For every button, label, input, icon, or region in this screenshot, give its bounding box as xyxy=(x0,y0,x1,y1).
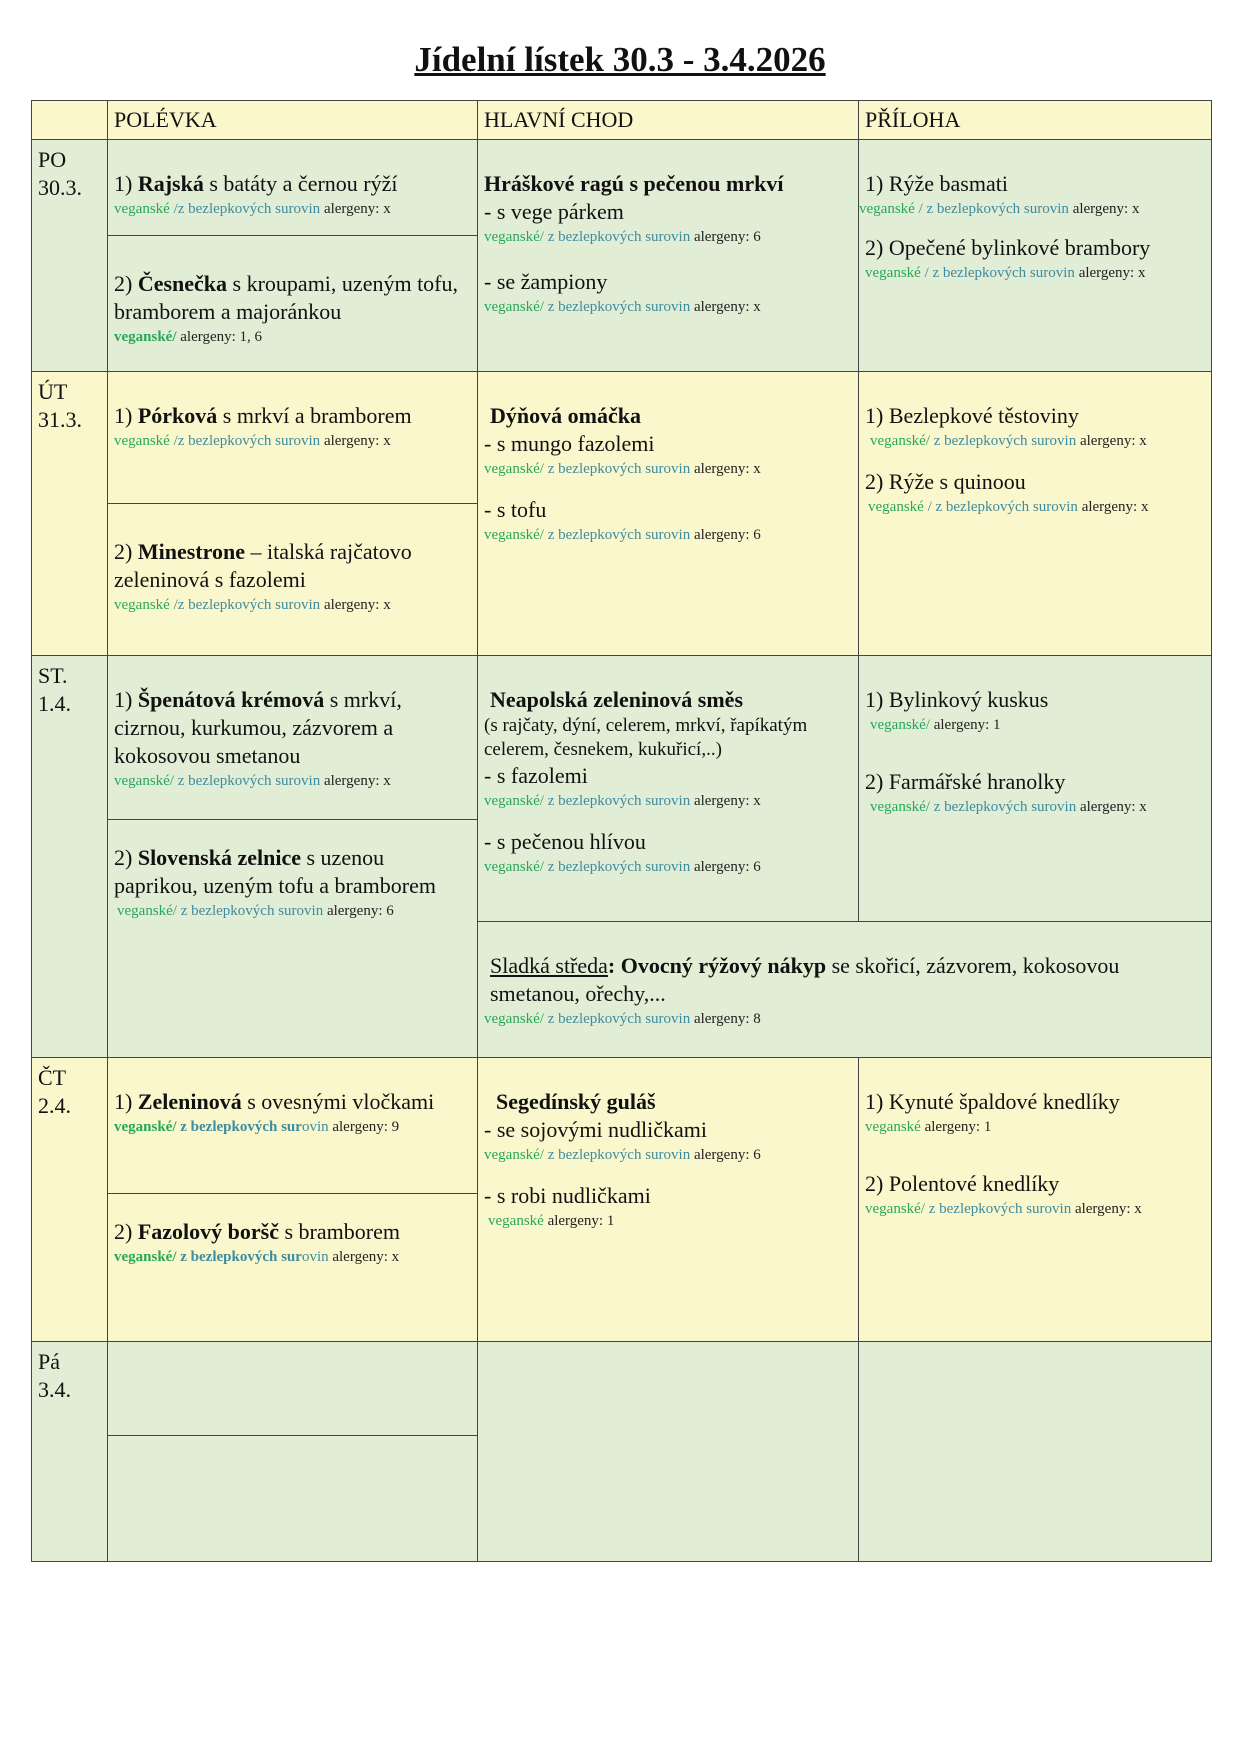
side-item: 2) Polentové knedlíky xyxy=(865,1171,1060,1196)
main-detail: (s rajčaty, dýní, celerem, mrkví, řapíkatým celerem, česnekem, kukuřicí,..) xyxy=(484,715,808,760)
main-variant: - s mungo fazolemi xyxy=(484,431,655,456)
side-note: veganské/ z bezlepkových surovin alergeny: x xyxy=(870,433,1147,449)
main-title: Dýňová omáčka xyxy=(490,403,641,428)
day-name: PO xyxy=(38,147,67,172)
day-date: 31.3. xyxy=(38,407,82,432)
side-item: 2) Rýže s quinoou xyxy=(865,469,1026,494)
main-cell-empty xyxy=(478,1342,859,1562)
main-note: veganské/ z bezlepkových surovin alergeny: 6 xyxy=(484,229,761,245)
side-cell-empty xyxy=(859,1342,1212,1562)
soup-title: 2) Slovenská zelnice s uzenou paprikou, uzeným tofu a bramborem xyxy=(114,845,436,898)
sweet-title: Sladká středa: Ovocný rýžový nákyp se skořicí, zázvorem, kokosovou smetanou, ořechy,... xyxy=(490,953,1120,1006)
main-cell xyxy=(478,1058,859,1342)
header-main: HLAVNÍ CHOD xyxy=(478,101,859,140)
side-cell xyxy=(859,140,1212,372)
main-note: veganské/ z bezlepkových surovin alergeny: x xyxy=(484,461,761,477)
soup-note: veganské/ alergeny: 1, 6 xyxy=(114,329,263,345)
day-cell-friday xyxy=(32,1342,108,1562)
side-item: 1) Rýže basmati xyxy=(865,171,1008,196)
main-note: veganské/ z bezlepkových surovin alergeny: x xyxy=(484,793,761,809)
menu-table xyxy=(31,100,1212,1562)
header-soup: POLÉVKA xyxy=(108,101,478,140)
soup-title: 1) Zeleninová s ovesnými vločkami xyxy=(114,1089,435,1114)
soup-note: veganské /z bezlepkových surovin alergeny: x xyxy=(114,597,391,613)
soup-title: 1) Špenátová krémová s mrkví, cizrnou, kurkumou, zázvorem a kokosovou smetanou xyxy=(114,687,402,768)
day-date: 30.3. xyxy=(38,175,82,200)
main-cell xyxy=(478,372,859,656)
page-title: Jídelní lístek 30.3 - 3.4.2026 xyxy=(414,40,826,79)
soup-note: veganské/ z bezlepkových surovin alergeny: 6 xyxy=(117,903,394,919)
main-title: Segedínský guláš xyxy=(496,1089,656,1114)
soup-note: veganské/ z bezlepkových surovin alergeny: 9 xyxy=(114,1119,400,1135)
side-note: veganské/ z bezlepkových surovin alergeny: x xyxy=(865,1201,1142,1217)
main-variant: - s vege párkem xyxy=(484,199,624,224)
soup-cell xyxy=(108,1194,478,1342)
soup-cell xyxy=(108,140,478,236)
side-note: veganské alergeny: 1 xyxy=(865,1119,992,1135)
main-variant: - se žampiony xyxy=(484,269,608,294)
soup-note: veganské /z bezlepkových surovin alergeny: x xyxy=(114,201,391,217)
side-note: veganské / z bezlepkových surovin alergeny: x xyxy=(859,201,1140,217)
main-note: veganské/ z bezlepkových surovin alergeny: x xyxy=(484,299,761,315)
day-date: 1.4. xyxy=(38,691,71,716)
main-variant: - s robi nudličkami xyxy=(484,1183,651,1208)
side-cell xyxy=(859,372,1212,656)
sweet-cell xyxy=(478,922,1212,1058)
side-item: 1) Bylinkový kuskus xyxy=(865,687,1049,712)
soup-cell xyxy=(108,372,478,504)
side-note: veganské/ alergeny: 1 xyxy=(870,717,1001,733)
soup-cell xyxy=(108,820,478,1058)
day-cell-tuesday xyxy=(32,372,108,656)
side-item: 1) Kynuté špaldové knedlíky xyxy=(865,1089,1120,1114)
day-name: ÚT xyxy=(38,379,68,404)
row-thursday-1 xyxy=(32,1058,1212,1194)
header-day xyxy=(32,101,108,140)
main-cell xyxy=(478,656,859,922)
main-variant: - s tofu xyxy=(484,497,547,522)
main-variant: - s fazolemi xyxy=(484,763,588,788)
side-note: veganské / z bezlepkových surovin alergeny: x xyxy=(868,499,1149,515)
soup-cell-empty xyxy=(108,1342,478,1436)
soup-note: veganské /z bezlepkových surovin alergeny: x xyxy=(114,433,391,449)
soup-title: 2) Fazolový boršč s bramborem xyxy=(114,1219,400,1244)
soup-note: veganské/ z bezlepkových surovin alergeny: x xyxy=(114,773,391,789)
main-note: veganské/ z bezlepkových surovin alergeny: 6 xyxy=(484,527,761,543)
main-variant: - s pečenou hlívou xyxy=(484,829,646,854)
soup-title: 1) Pórková s mrkví a bramborem xyxy=(114,403,412,428)
row-wednesday-1 xyxy=(32,656,1212,820)
header-row xyxy=(32,101,1212,140)
sweet-note: veganské/ z bezlepkových surovin alergeny: 8 xyxy=(484,1011,761,1027)
main-note: veganské/ z bezlepkových surovin alergeny: 6 xyxy=(484,859,761,875)
row-friday-1 xyxy=(32,1342,1212,1436)
side-cell xyxy=(859,656,1212,922)
header-side: PŘÍLOHA xyxy=(859,101,1212,140)
main-cell xyxy=(478,140,859,372)
day-date: 2.4. xyxy=(38,1093,71,1118)
day-name: ČT xyxy=(38,1065,67,1090)
side-item: 2) Opečené bylinkové brambory xyxy=(865,235,1151,260)
side-note: veganské / z bezlepkových surovin alergeny: x xyxy=(865,265,1146,281)
main-note: veganské/ z bezlepkových surovin alergeny: 6 xyxy=(484,1147,761,1163)
side-item: 1) Bezlepkové těstoviny xyxy=(865,403,1079,428)
main-variant: - se sojovými nudličkami xyxy=(484,1117,708,1142)
soup-title: 1) Rajská s batáty a černou rýží xyxy=(114,171,398,196)
soup-title: 2) Česnečka s kroupami, uzeným tofu, bramborem a majoránkou xyxy=(114,271,459,324)
main-title: Neapolská zeleninová směs xyxy=(490,687,743,712)
soup-note: veganské/ z bezlepkových surovin alergeny: x xyxy=(114,1249,400,1265)
soup-cell-empty xyxy=(108,1436,478,1562)
day-date: 3.4. xyxy=(38,1377,71,1402)
soup-cell xyxy=(108,1058,478,1194)
side-cell xyxy=(859,1058,1212,1342)
row-tuesday-1 xyxy=(32,372,1212,504)
soup-cell xyxy=(108,656,478,820)
day-name: ST. xyxy=(38,663,68,688)
side-item: 2) Farmářské hranolky xyxy=(865,769,1066,794)
day-cell-thursday xyxy=(32,1058,108,1342)
soup-title: 2) Minestrone – italská rajčatovo zeleninová s fazolemi xyxy=(114,539,412,592)
soup-cell xyxy=(108,504,478,656)
day-cell-monday xyxy=(32,140,108,372)
side-note: veganské/ z bezlepkových surovin alergeny: x xyxy=(870,799,1147,815)
day-name: Pá xyxy=(38,1349,60,1374)
main-note: veganské alergeny: 1 xyxy=(488,1213,615,1229)
soup-cell xyxy=(108,236,478,372)
main-title: Hráškové ragú s pečenou mrkví xyxy=(484,171,784,196)
day-cell-wednesday xyxy=(32,656,108,1058)
row-monday-1 xyxy=(32,140,1212,236)
